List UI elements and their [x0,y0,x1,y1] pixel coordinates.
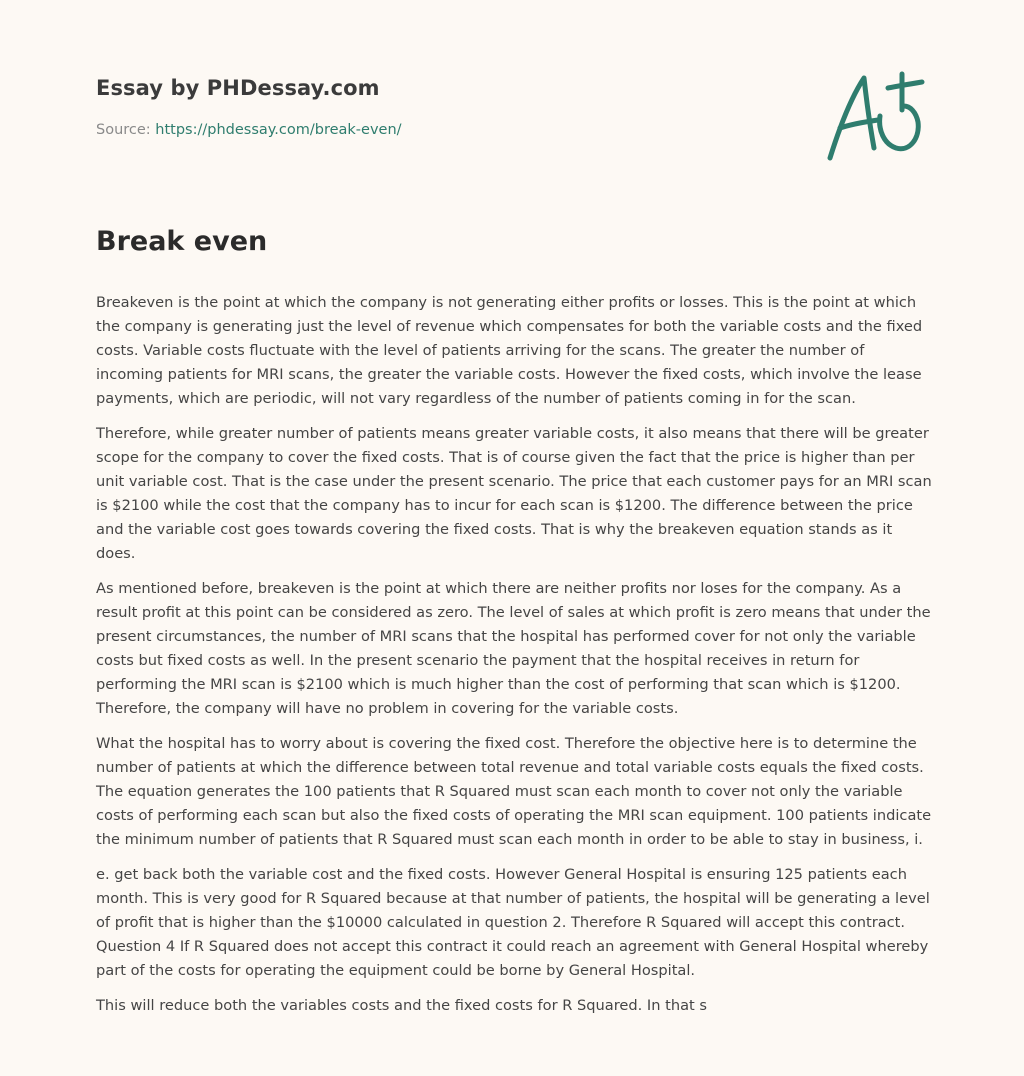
site-title: Essay by PHDessay.com [96,76,380,100]
paragraph: This will reduce both the variables costs and the fixed costs for R Squared. In that s [96,997,707,1014]
a-plus-logo-icon [818,66,930,166]
paragraph: As mentioned before, breakeven is the point at which there are neither profits nor loses for the company. As a result profit at this point can be considered as zero. The level of sales at which profit is zero means that under the present circumstances, the number of MRI scans that the hospital has performed cover for not only the variable costs but fixed costs as well. In the present scenario the payment that the hospital receives in return for performing the MRI scan is $2100 which is much higher than the cost of performing that scan which is $1200. Therefore, the company will have no problem in covering for the variable costs. [96,580,931,717]
paragraph: What the hospital has to worry about is covering the fixed cost. Therefore the objective here is to determine the number of patients at which the difference between total revenue and total variable costs equals the fixed costs. The equation generates the 100 patients that R Squared must scan each month to cover not only the variable costs of performing each scan but also the fixed costs of operating the MRI scan equipment. 100 patients indicate the minimum number of patients that R Squared must scan each month in order to be able to stay in business, i. [96,735,932,848]
source-line [96,122,402,138]
paragraph: e. get back both the variable cost and the fixed costs. However General Hospital is ensuring 125 patients each month. This is very good for R Squared because at that number of patients, the hospital will be generating a level of profit that is higher than the $10000 calculated in question 2. Therefore R Squared will accept this contract. Question 4 If R Squared does not accept this contract it could reach an agreement with General Hospital whereby part of the costs for operating the equipment could be borne by General Hospital. [96,866,930,979]
source-link[interactable]: https://phdessay.com/break-even/ [155,122,402,138]
article-title: Break even [96,226,268,257]
source-label: Source: [96,122,151,138]
page-header [96,76,402,138]
paragraph: Breakeven is the point at which the company is not generating either profits or losses. This is the point at which the company is generating just the level of revenue which compensates for both the variable costs and the fixed costs. Variable costs fluctuate with the level of patients arriving for the scans. The greater the number of incoming patients for MRI scans, the greater the variable costs. However the fixed costs, which involve the lease payments, which are periodic, will not vary regardless of the number of patients coming in for the scan. [96,294,923,407]
paragraph: Therefore, while greater number of patients means greater variable costs, it also means that there will be greater scope for the company to cover the fixed costs. That is of course given the fact that the price is higher than per unit variable cost. That is the case under the present scenario. The price that each customer pays for an MRI scan is $2100 while the cost that the company has to incur for each scan is $1200. The difference between the price and the variable cost goes towards covering the fixed costs. That is why the breakeven equation stands as it does. [96,425,932,562]
article [96,226,934,1029]
